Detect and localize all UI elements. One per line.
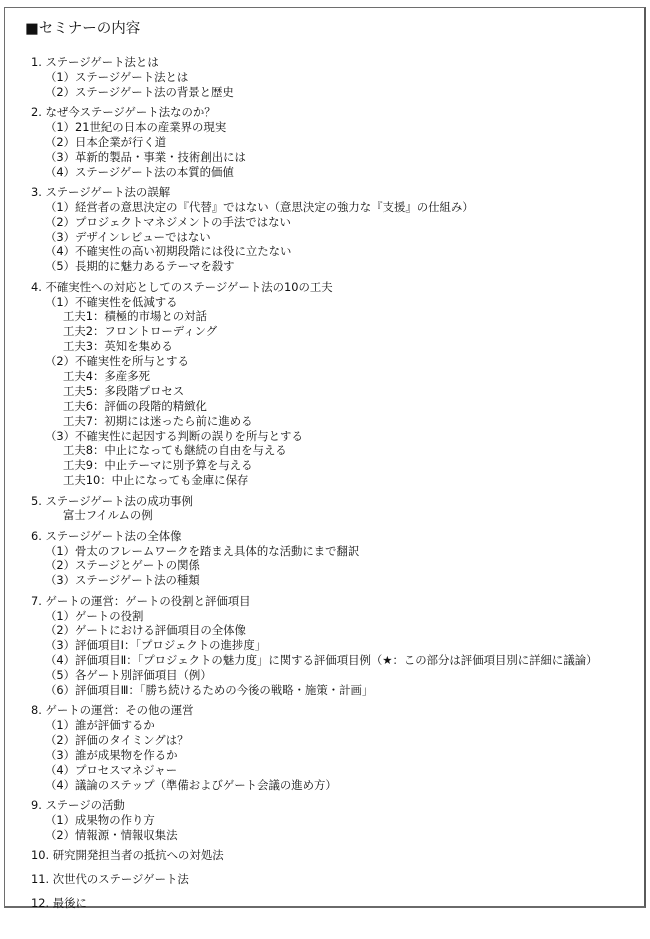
outline-item: （3）革新的製品・事業・技術創出には (45, 149, 246, 164)
outline-item: （1）ステージゲート法とは (45, 69, 189, 84)
outline-item: （3）不確実性に起因する判断の誤りを所与とする (45, 428, 303, 443)
outline-subitem: 工夫1：積極的市場との対話 (63, 309, 207, 324)
section-heading: 5. ステージゲート法の成功事例 (31, 493, 193, 508)
outline-subitem: 工夫6：評価の段階的精緻化 (63, 398, 207, 413)
section-heading: 6. ステージゲート法の全体像 (31, 528, 182, 543)
outline-item: （2）情報源・情報収集法 (45, 827, 178, 842)
outline-item: （2）ステージとゲートの関係 (45, 558, 200, 573)
outline-section-10 (31, 848, 641, 863)
section-heading: 4. 不確実性への対応としてのステージゲート法の10の工夫 (31, 279, 333, 294)
section-heading: 9. ステージの活動 (31, 797, 125, 812)
outline-subitem: 工夫5：多段階プロセス (63, 383, 185, 398)
outline-item: （1）ゲートの役割 (45, 608, 144, 623)
document-frame (4, 7, 646, 908)
outline-subitem: 工夫4：多産多死 (63, 368, 150, 383)
outline-item: （3）誰が成果物を作るか (45, 747, 178, 762)
outline-subitem: 工夫7：初期には迷ったら前に進める (63, 413, 253, 428)
outline-item: （2）ステージゲート法の背景と歴史 (45, 84, 234, 99)
outline-item: （1）不確実性を低減する (45, 294, 178, 309)
section-heading: 12. 最後に (31, 895, 87, 910)
outline-section-2 (31, 105, 641, 179)
outline-item: （4）不確実性の高い初期段階には役に立たない (45, 244, 292, 259)
section-heading: 10. 研究開発担当者の抵抗への対処法 (31, 848, 224, 863)
document-title: ■セミナーの内容 (25, 21, 141, 37)
section-heading: 1. ステージゲート法とは (31, 55, 159, 69)
outline-section-5 (31, 494, 641, 524)
outline-item: （3）ステージゲート法の種類 (45, 573, 200, 588)
section-heading: 2. なぜ今ステージゲート法なのか？ (31, 105, 216, 120)
outline-subitem: 工夫10：中止になっても金庫に保存 (63, 473, 249, 488)
outline-section-8 (31, 703, 641, 792)
outline-section-6 (31, 529, 641, 589)
section-heading: 7. ゲートの運営：ゲートの役割と評価項目 (31, 593, 251, 608)
outline-item: （2）プロジェクトマネジメントの手法ではない (45, 214, 291, 229)
outline-subitem: 富士フイルムの例 (63, 508, 153, 523)
section-heading: 3. ステージゲート法の誤解 (31, 184, 171, 199)
outline-section-3 (31, 185, 641, 274)
section-heading: 8. ゲートの運営：その他の運営 (31, 703, 194, 718)
outline-item: （1）誰が評価するか (45, 718, 155, 733)
outline-item: （6）評価項目Ⅲ：「勝ち続けるための今後の戦略・施策・計画」 (45, 682, 374, 697)
outline-item: （1）骨太のフレームワークを踏まえ具体的な活動にまで翻訳 (45, 543, 360, 558)
outline-item: （5）長期的に魅力あるテーマを殺す (45, 259, 235, 274)
outline-subitem: 工夫8：中止になっても継続の自由を与える (63, 443, 287, 458)
outline-subitem: 工夫3：英知を集める (63, 339, 173, 354)
outline-item: （2）日本企業が行く道 (45, 134, 167, 149)
outline-section-4 (31, 280, 641, 488)
outline-item: （4）評価項目Ⅱ：「プロジェクトの魅力度」に関する評価項目例（★：この部分は評価項目別に詳細に議論） (45, 653, 598, 668)
outline-section-1 (31, 55, 641, 100)
outline-item: （4）ステージゲート法の本質的価値 (45, 164, 234, 179)
outline-section-11 (31, 872, 641, 887)
outline-item: （5）各ゲート別評価項目（例） (45, 668, 212, 683)
seminar-outline (31, 55, 641, 916)
outline-item: （4）プロセスマネジャー (45, 762, 178, 777)
outline-item: （1）21世紀の日本の産業界の現実 (45, 119, 227, 134)
outline-item: （3）評価項目Ⅰ：「プロジェクトの進捗度」 (45, 638, 267, 653)
outline-section-9 (31, 798, 641, 843)
section-heading: 11. 次世代のステージゲート法 (31, 871, 189, 886)
outline-item: （2）評価のタイミングは？ (45, 733, 189, 748)
outline-item: （4）議論のステップ（準備およびゲート会議の進め方） (45, 777, 337, 792)
outline-section-12 (31, 896, 641, 911)
outline-item: （3）デザインレビューではない (45, 229, 211, 244)
outline-subitem: 工夫2：フロントローディング (63, 324, 218, 339)
outline-item: （1）経営者の意思決定の『代替』ではない（意思決定の強力な『支援』の仕組み） (45, 199, 474, 214)
outline-subitem: 工夫9：中止テーマに別予算を与える (63, 458, 253, 473)
outline-item: （2）ゲートにおける評価項目の全体像 (45, 623, 246, 638)
outline-item: （2）不確実性を所与とする (45, 354, 189, 369)
outline-section-7 (31, 594, 641, 698)
outline-item: （1）成果物の作り方 (45, 812, 155, 827)
